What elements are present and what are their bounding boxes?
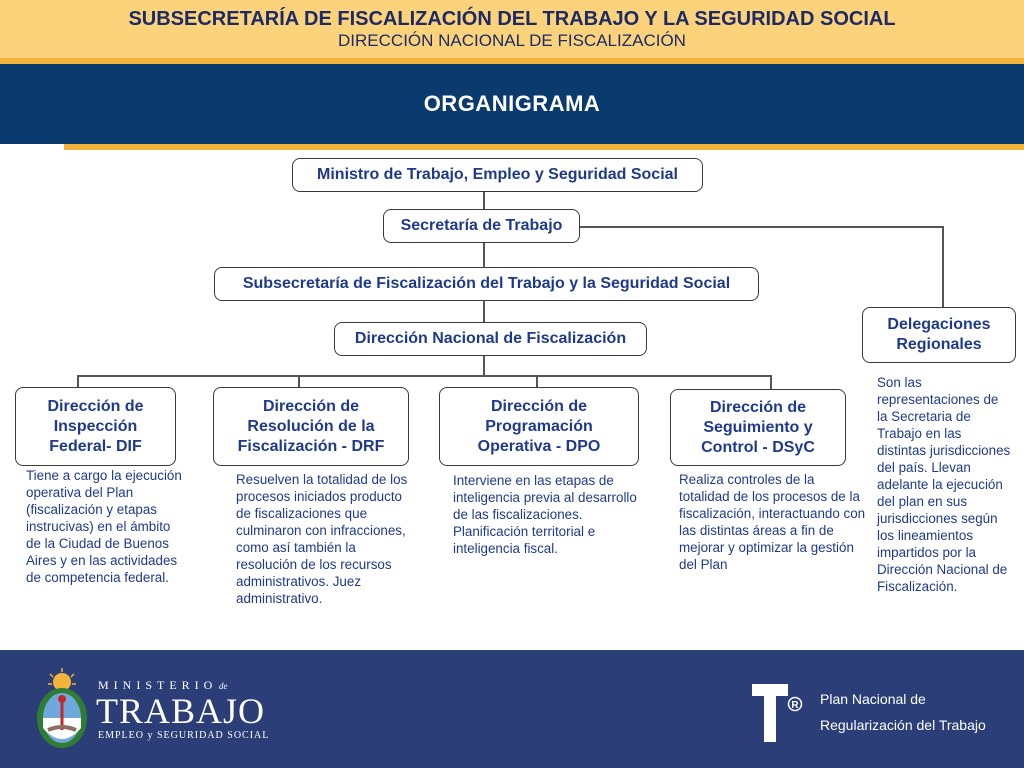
ministerio-subtitle: EMPLEO y SEGURIDAD SOCIAL xyxy=(98,730,270,741)
connector-ministro-secretaria xyxy=(483,191,485,209)
plan-t-logo-icon xyxy=(752,684,804,742)
desc-delegaciones: Son las representaciones de la Secretaria de Trabajo en las distintas jurisdicciones del país. Llevan adelante la ejecución del plan en sus jurisdicciones según los lineamientos impartidos por la Dirección Nacional de Fiscalización. xyxy=(877,375,1011,594)
box-secretaria xyxy=(383,209,580,243)
box-ministro-label: Ministro de Trabajo, Empleo y Seguridad Social xyxy=(317,166,678,183)
header-subtitle: DIRECCIÓN NACIONAL DE FISCALIZACIÓN xyxy=(338,31,686,50)
box-dsyc xyxy=(670,389,846,466)
connector-branch-dsyc xyxy=(770,375,772,389)
connector-dnf-down xyxy=(483,356,485,375)
header-bar xyxy=(0,0,1024,58)
plan-line-1: Plan Nacional de xyxy=(820,691,926,707)
ministerio-label: MINISTERIO xyxy=(98,678,218,692)
ministerio-name: TRABAJO xyxy=(96,691,266,731)
box-delegaciones-label: Delegaciones Regionales xyxy=(887,316,991,353)
box-secretaria-label: Secretaría de Trabajo xyxy=(400,217,563,234)
banner-title: ORGANIGRAMA xyxy=(423,91,601,116)
box-drf-label: Dirección de Resolución de la Fiscalización - DRF xyxy=(237,397,385,455)
desc-drf: Resuelven la totalidad de los procesos iniciados producto de fiscalizaciones que culminaron con infracciones, como así también la resolución de los recursos administrativos. Juez administrativo. xyxy=(236,472,408,606)
banner-gap xyxy=(0,144,64,150)
box-subsecretaria-label: Subsecretaría de Fiscalización del Trabajo y la Seguridad Social xyxy=(242,275,731,292)
box-ministro xyxy=(292,158,703,192)
box-dif xyxy=(15,387,176,466)
box-direccion-nacional-label: Dirección Nacional de Fiscalización xyxy=(354,330,627,347)
banner-underline xyxy=(64,144,1024,150)
connector-branch-h xyxy=(77,375,771,377)
header-title: SUBSECRETARÍA DE FISCALIZACIÓN DEL TRABAJO Y LA SEGURIDAD SOCIAL xyxy=(128,8,896,30)
box-dif-label: Dirección de Inspección Federal- DIF xyxy=(47,397,144,455)
box-dsyc-label: Dirección de Seguimiento y Control - DSyC xyxy=(701,398,815,456)
connector-subsecretaria-dnf xyxy=(483,300,485,322)
title-banner xyxy=(0,64,1024,144)
box-delegaciones xyxy=(862,307,1016,363)
box-dpo xyxy=(439,387,639,466)
desc-dsyc: Realiza controles de la totalidad de los procesos de la fiscalización, interactuando con las distintas áreas a fin de mejorar y optimizar la gestión del Plan xyxy=(679,472,866,572)
coat-of-arms-icon xyxy=(34,668,90,754)
connector-branch-drf xyxy=(298,375,300,387)
desc-dpo: Interviene en las etapas de inteligencia previa al desarrollo de las fiscalizaciones. Planificación territorial e inteligencia fiscal. xyxy=(453,473,637,556)
connector-branch-dpo xyxy=(536,375,538,387)
box-dpo-label: Dirección de Programación Operativa - DPO xyxy=(477,397,601,455)
ministerio-de: de xyxy=(219,681,228,691)
box-drf xyxy=(213,387,409,466)
connector-secretaria-delegaciones-h xyxy=(580,226,943,228)
svg-text:R: R xyxy=(791,700,799,711)
connector-secretaria-subsecretaria xyxy=(483,243,485,267)
box-direccion-nacional xyxy=(334,322,647,356)
desc-dif: Tiene a cargo la ejecución operativa del Plan (fiscalización y etapas instrucivas) en el ámbito de la Ciudad de Buenos Aires y en las actividades de competencia federal. xyxy=(26,468,182,585)
connector-secretaria-delegaciones-v xyxy=(942,226,944,307)
box-subsecretaria xyxy=(214,267,759,301)
plan-line-2: Regularización del Trabajo xyxy=(820,717,986,733)
connector-branch-dif xyxy=(77,375,79,387)
